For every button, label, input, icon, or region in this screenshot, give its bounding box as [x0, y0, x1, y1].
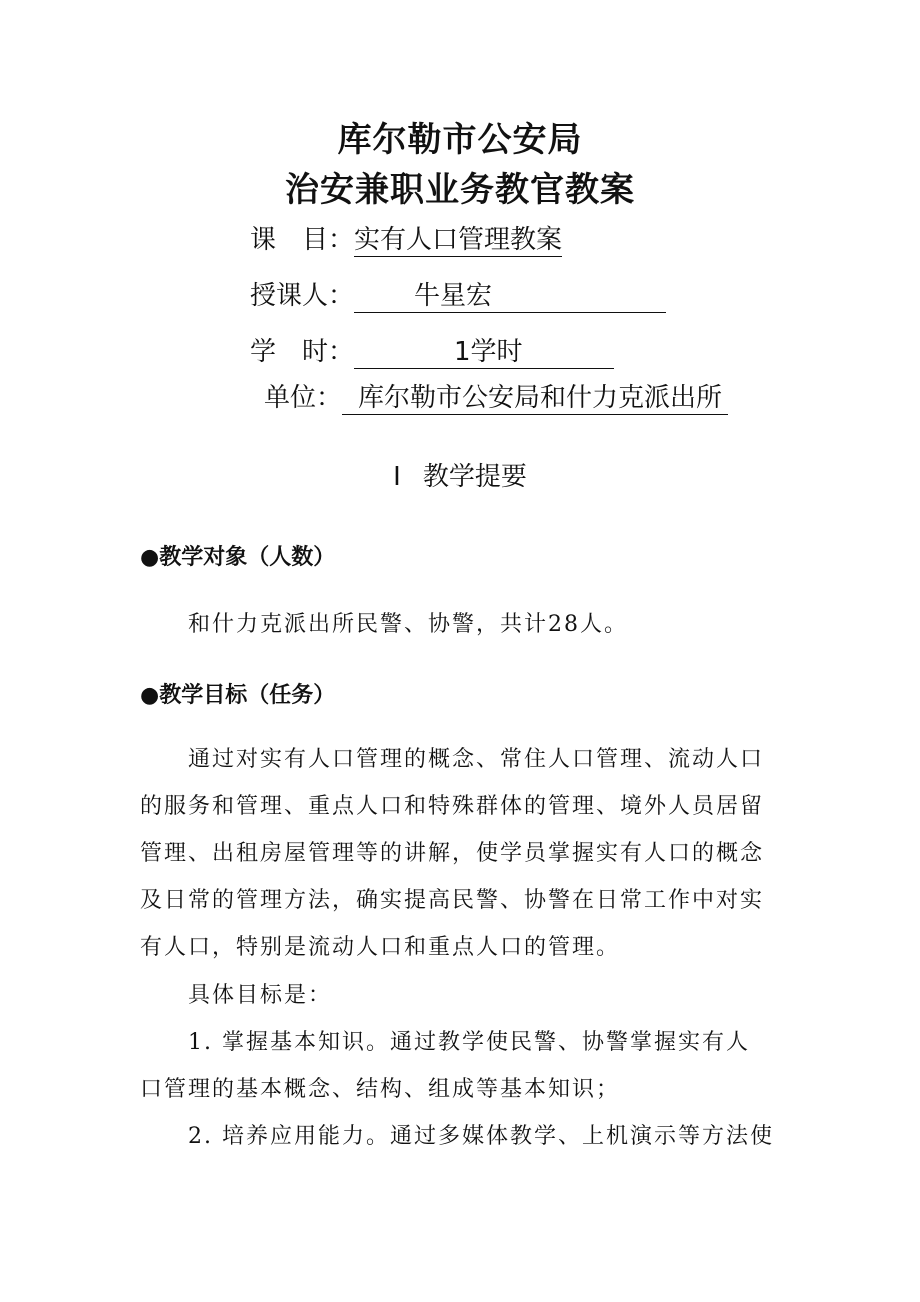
meta-hours: [250, 334, 614, 370]
course-label: 课 目：: [250, 225, 355, 255]
section-heading: [0, 456, 920, 493]
objective-item-1: [140, 1019, 790, 1113]
paragraph-line: 的服务和管理、重点人口和特殊群体的管理、境外人员居留: [140, 794, 765, 819]
org-title: 库尔勒市公安局: [337, 120, 583, 160]
section-numeral: Ⅰ: [393, 462, 401, 492]
instructor-value: 牛星宏: [354, 280, 666, 313]
hours-value: 1学时: [354, 336, 614, 369]
meta-instructor: [250, 278, 666, 314]
paragraph-line: 2. 培养应用能力。通过多媒体教学、上机演示等方法使: [188, 1124, 774, 1149]
course-value: 实有人口管理教案: [354, 225, 563, 255]
meta-course: [250, 222, 562, 258]
objectives-heading: ●教学目标（任务）: [140, 683, 336, 708]
paragraph-line: 通过对实有人口管理的概念、常住人口管理、流动人口: [188, 747, 765, 772]
audience-heading: ●教学对象（人数）: [140, 545, 336, 570]
objective-item-2: [140, 1113, 790, 1160]
doc-title: 治安兼职业务教官教案: [285, 170, 635, 210]
unit-value: 库尔勒市公安局和什力克派出所: [342, 382, 728, 415]
paragraph-line: 及日常的管理方法，确实提高民警、协警在日常工作中对实: [140, 888, 765, 913]
specific-intro: [140, 972, 790, 1019]
paragraph-line: 具体目标是：: [188, 983, 333, 1008]
paragraph-line: 1. 掌握基本知识。通过教学使民警、协警掌握实有人: [188, 1030, 750, 1055]
section-title: 教学提要: [422, 462, 527, 492]
paragraph-line: 管理、出租房屋管理等的讲解，使学员掌握实有人口的概念: [140, 841, 765, 866]
objectives-paragraph: [140, 736, 790, 971]
audience-paragraph: [140, 601, 790, 648]
unit-label: 单位：: [264, 383, 343, 413]
hours-label: 学 时：: [250, 337, 355, 367]
paragraph-line: 和什力克派出所民警、协警，共计28人。: [188, 612, 628, 637]
paragraph-line: 有人口，特别是流动人口和重点人口的管理。: [140, 935, 621, 960]
instructor-label: 授课人：: [250, 281, 355, 311]
paragraph-line: 口管理的基本概念、结构、组成等基本知识；: [140, 1077, 621, 1102]
meta-unit: [264, 380, 728, 416]
